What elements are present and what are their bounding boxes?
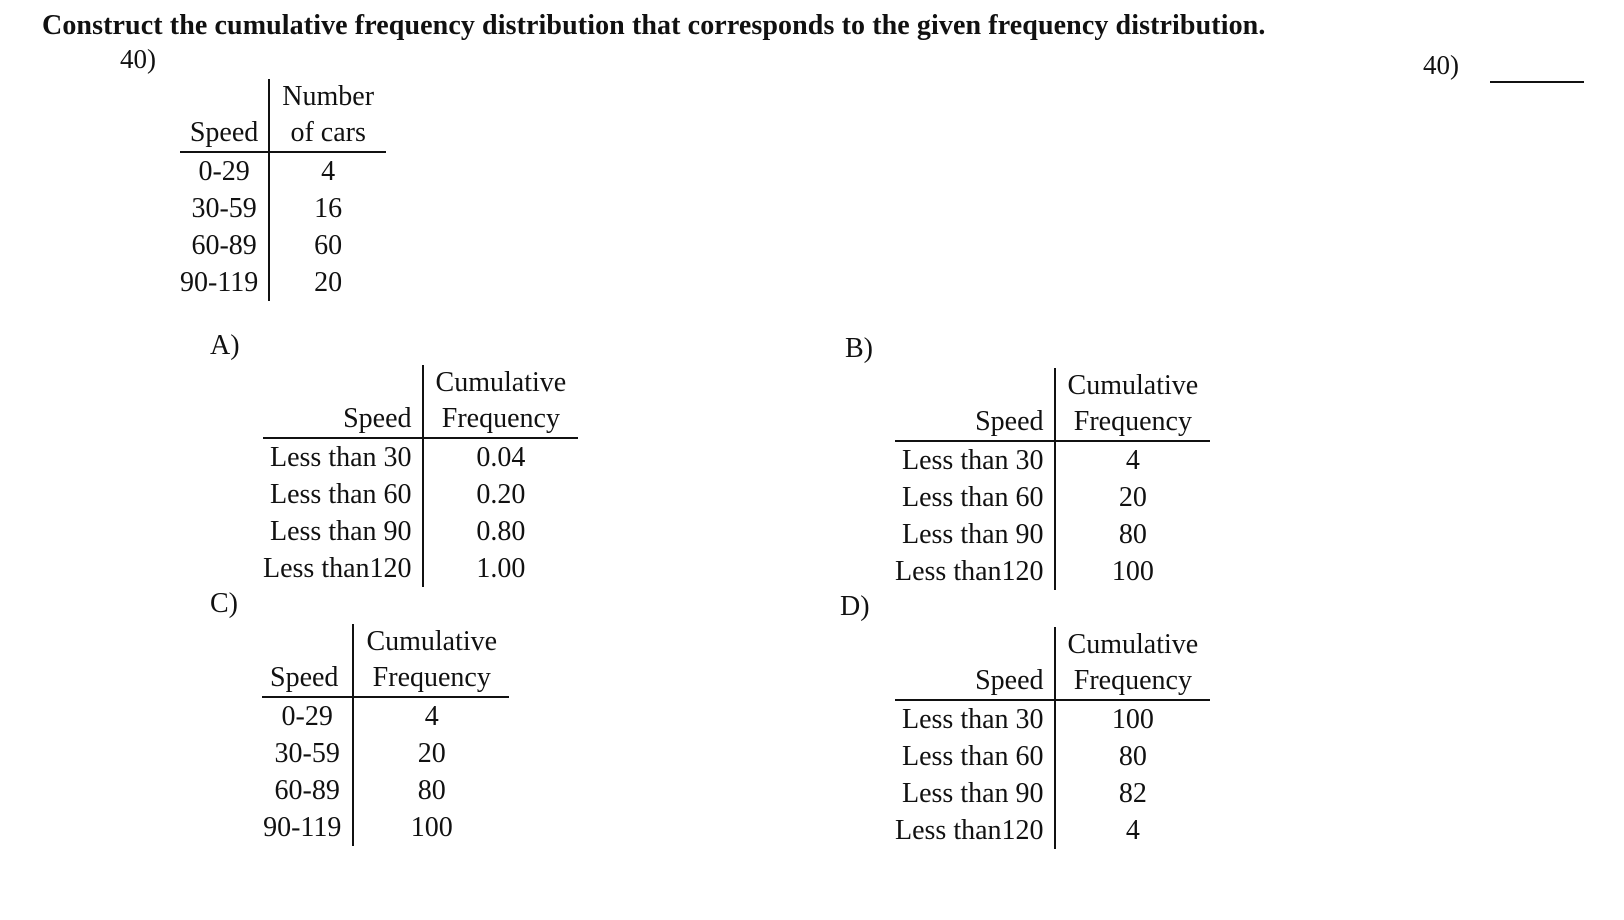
value-cell: 20	[1118, 482, 1147, 513]
given-frequency-table	[180, 79, 386, 301]
header-speed: Speed	[263, 365, 423, 438]
speed-cell: Less than 90	[895, 516, 1055, 553]
value-cell: 4	[321, 156, 336, 187]
value-cell: 16	[314, 193, 343, 224]
table-row	[895, 441, 1210, 479]
table-row	[895, 775, 1210, 812]
table-row	[895, 479, 1210, 516]
header-line-2: of cars	[290, 117, 366, 148]
header-cumulative-frequency	[353, 624, 509, 697]
header-speed: Speed	[895, 368, 1055, 441]
speed-cell: 30-59	[262, 735, 353, 772]
value-cell: 80	[417, 775, 446, 806]
choice-a-table	[263, 365, 578, 587]
table-row	[180, 152, 386, 190]
choice-c-label[interactable]: C)	[210, 588, 238, 619]
table-row	[263, 438, 578, 476]
header-cumulative-frequency	[1055, 368, 1211, 441]
speed-cell: Less than 30	[895, 700, 1055, 738]
speed-cell: Less than 60	[895, 738, 1055, 775]
table-header-row	[895, 368, 1210, 441]
table-row	[263, 550, 578, 587]
header-cumulative-frequency	[423, 365, 579, 438]
table-row	[263, 476, 578, 513]
header-line-2: Frequency	[372, 662, 491, 693]
value-cell: 1.00	[476, 553, 526, 584]
value-cell: 80	[1118, 519, 1147, 550]
choice-d-label[interactable]: D)	[840, 591, 870, 622]
speed-cell: 90-119	[262, 809, 353, 846]
value-cell: 0.04	[476, 442, 526, 473]
header-speed: Speed	[180, 79, 269, 152]
value-cell: 20	[417, 738, 446, 769]
speed-cell: 60-89	[262, 772, 353, 809]
table-header-row	[263, 365, 578, 438]
header-speed: Speed	[895, 627, 1055, 700]
value-cell: 20	[314, 267, 343, 298]
speed-cell: Less than120	[895, 812, 1055, 849]
speed-cell: 0-29	[180, 152, 269, 190]
header-line-1: Cumulative	[435, 367, 567, 398]
table-row	[262, 697, 509, 735]
choice-b-label[interactable]: B)	[845, 333, 873, 364]
table-row	[895, 700, 1210, 738]
speed-cell: Less than 60	[263, 476, 423, 513]
table-row	[895, 812, 1210, 849]
answer-blank-line[interactable]	[1490, 81, 1584, 83]
table-row	[262, 735, 509, 772]
header-line-1: Cumulative	[1067, 629, 1199, 660]
answer-label: 40)	[1423, 50, 1459, 80]
speed-cell: 90-119	[180, 264, 269, 301]
header-cumulative-frequency	[1055, 627, 1211, 700]
table-header-row	[262, 624, 509, 697]
speed-cell: Less than 60	[895, 479, 1055, 516]
table-row	[895, 553, 1210, 590]
table-row	[263, 513, 578, 550]
speed-cell: Less than120	[263, 550, 423, 587]
value-cell: 4	[1125, 445, 1140, 476]
value-cell: 4	[424, 701, 439, 732]
table-header-row	[180, 79, 386, 152]
value-cell: 80	[1118, 741, 1147, 772]
table-row	[262, 809, 509, 846]
header-line-2: Frequency	[1073, 406, 1192, 437]
choice-d-table	[895, 627, 1210, 849]
speed-cell: Less than120	[895, 553, 1055, 590]
speed-cell: Less than 30	[263, 438, 423, 476]
header-speed: Speed	[262, 624, 353, 697]
choice-b-table	[895, 368, 1210, 590]
header-line-2: Frequency	[1073, 665, 1192, 696]
table-row	[180, 190, 386, 227]
value-cell: 60	[314, 230, 343, 261]
header-line-1: Number	[282, 81, 375, 112]
speed-cell: Less than 30	[895, 441, 1055, 479]
choice-c-table	[262, 624, 509, 846]
instruction-text: Construct the cumulative frequency distribution that corresponds to the given frequency distribution.	[42, 10, 1266, 41]
value-cell: 4	[1125, 815, 1140, 846]
table-row	[180, 264, 386, 301]
table-header-row	[895, 627, 1210, 700]
header-line-1: Cumulative	[1067, 370, 1199, 401]
value-cell: 100	[1111, 556, 1154, 587]
header-line-2: Frequency	[441, 403, 560, 434]
table-row	[895, 738, 1210, 775]
header-number-of-cars	[269, 79, 386, 152]
value-cell: 82	[1118, 778, 1147, 809]
value-cell: 0.20	[476, 479, 526, 510]
speed-cell: 60-89	[180, 227, 269, 264]
table-row	[180, 227, 386, 264]
value-cell: 100	[410, 812, 453, 843]
header-line-1: Cumulative	[366, 626, 498, 657]
speed-cell: 30-59	[180, 190, 269, 227]
choice-a-label[interactable]: A)	[210, 330, 240, 361]
question-number: 40)	[120, 44, 156, 74]
value-cell: 100	[1111, 704, 1154, 735]
speed-cell: 0-29	[262, 697, 353, 735]
speed-cell: Less than 90	[263, 513, 423, 550]
table-row	[262, 772, 509, 809]
value-cell: 0.80	[476, 516, 526, 547]
speed-cell: Less than 90	[895, 775, 1055, 812]
table-row	[895, 516, 1210, 553]
